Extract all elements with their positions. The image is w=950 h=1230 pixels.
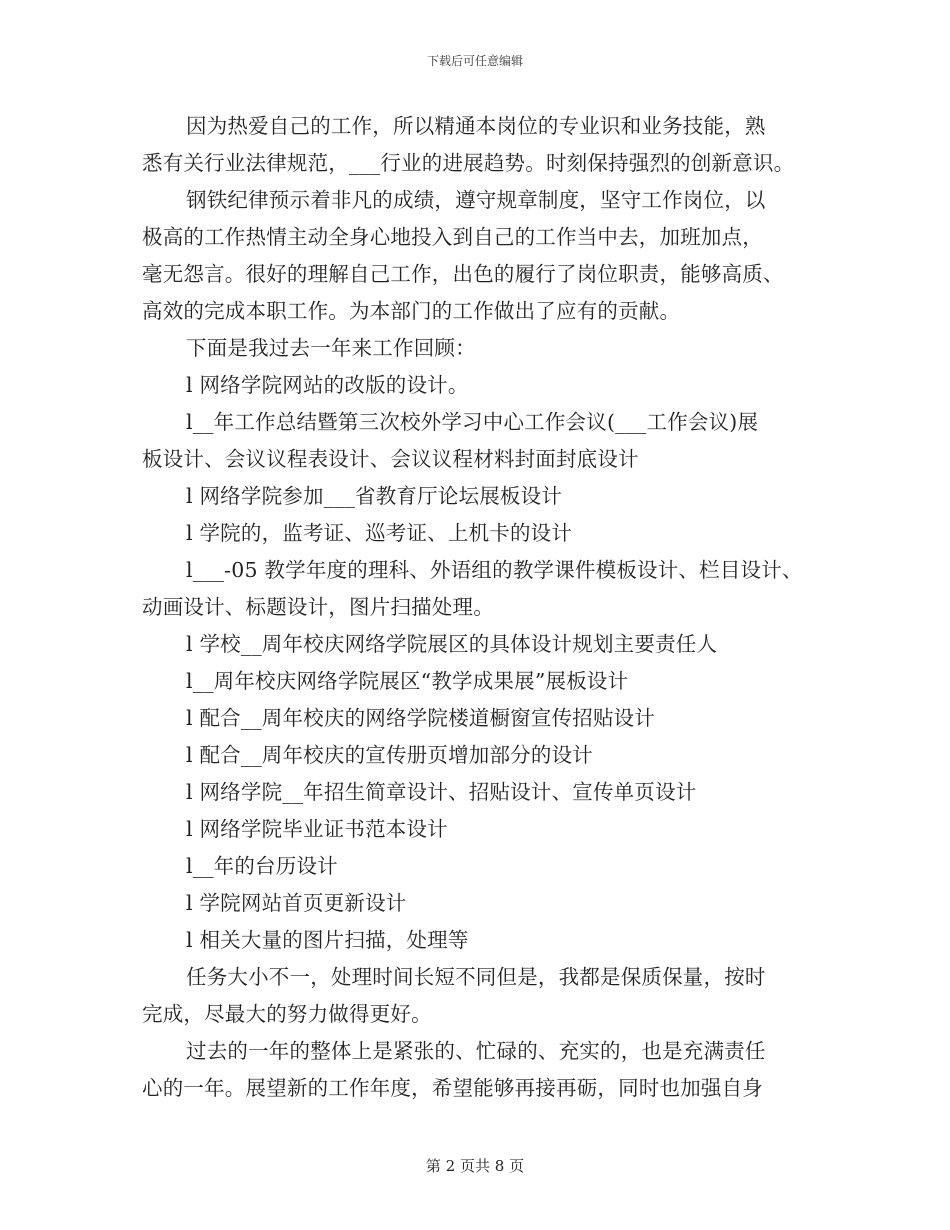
paragraph-line: 完成，尽最大的努力做得更好。 [142,1002,432,1026]
list-item-continuation: 板设计、会议议程表设计、会议议程材料封面封底设计 [142,447,639,471]
list-item: l___-05 教学年度的理科、外语组的教学课件模板设计、栏目设计、 [186,558,803,582]
paragraph-line: 极高的工作热情主动全身心地投入到自己的工作当中去，加班加点， [142,225,763,249]
list-item: l 网络学院网站的改版的设计。 [186,373,469,397]
list-item: l 学院网站首页更新设计 [186,891,407,915]
paragraph-line: 心的一年。展望新的工作年度，希望能够再接再砺，同时也加强自身 [142,1076,763,1100]
page-header: 下载后可任意编辑 [426,54,523,68]
paragraph-line: 过去的一年的整体上是紧张的、忙碌的、充实的，也是充满责任 [186,1039,766,1063]
paragraph-line: 毫无怨言。很好的理解自己工作，出色的履行了岗位职责，能够高质、 [142,262,784,286]
paragraph-line: 钢铁纪律预示着非凡的成绩，遵守规章制度，坚守工作岗位，以 [186,188,766,212]
paragraph-line: 任务大小不一，处理时间长短不同但是，我都是保质保量，按时 [186,965,766,989]
list-item: l 网络学院__年招生简章设计、招贴设计、宣传单页设计 [186,780,697,804]
paragraph-line: 下面是我过去一年来工作回顾： [186,336,476,360]
list-item: l__年的台历设计 [186,854,338,878]
document-body [142,108,832,1107]
paragraph-line: 悉有关行业法律规范，___行业的进展趋势。时刻保持强烈的创新意识。 [142,151,795,175]
list-item: l__周年校庆网络学院展区“教学成果展”展板设计 [186,669,629,693]
page-footer: 第 2 页共 8 页 [425,1157,525,1175]
paragraph-line: 因为热爱自己的工作，所以精通本岗位的专业识和业务技能，熟 [186,114,766,138]
list-item: l 配合__周年校庆的网络学院楼道橱窗宣传招贴设计 [186,706,656,730]
list-item: l 配合__周年校庆的宣传册页增加部分的设计 [186,743,593,767]
paragraph-line: 高效的完成本职工作。为本部门的工作做出了应有的贡献。 [142,299,681,323]
list-item: l 网络学院参加___省教育厅论坛展板设计 [186,484,563,508]
list-item: l 网络学院毕业证书范本设计 [186,817,448,841]
list-item: l 学院的，监考证、巡考证、上机卡的设计 [186,521,573,545]
list-item: l 相关大量的图片扫描，处理等 [186,928,469,952]
list-item-continuation: 动画设计、标题设计，图片扫描处理。 [142,595,494,619]
list-item: l 学校__周年校庆网络学院展区的具体设计规划主要责任人 [186,632,718,656]
list-item: l__年工作总结暨第三次校外学习中心工作会议(___工作会议)展 [186,410,759,434]
